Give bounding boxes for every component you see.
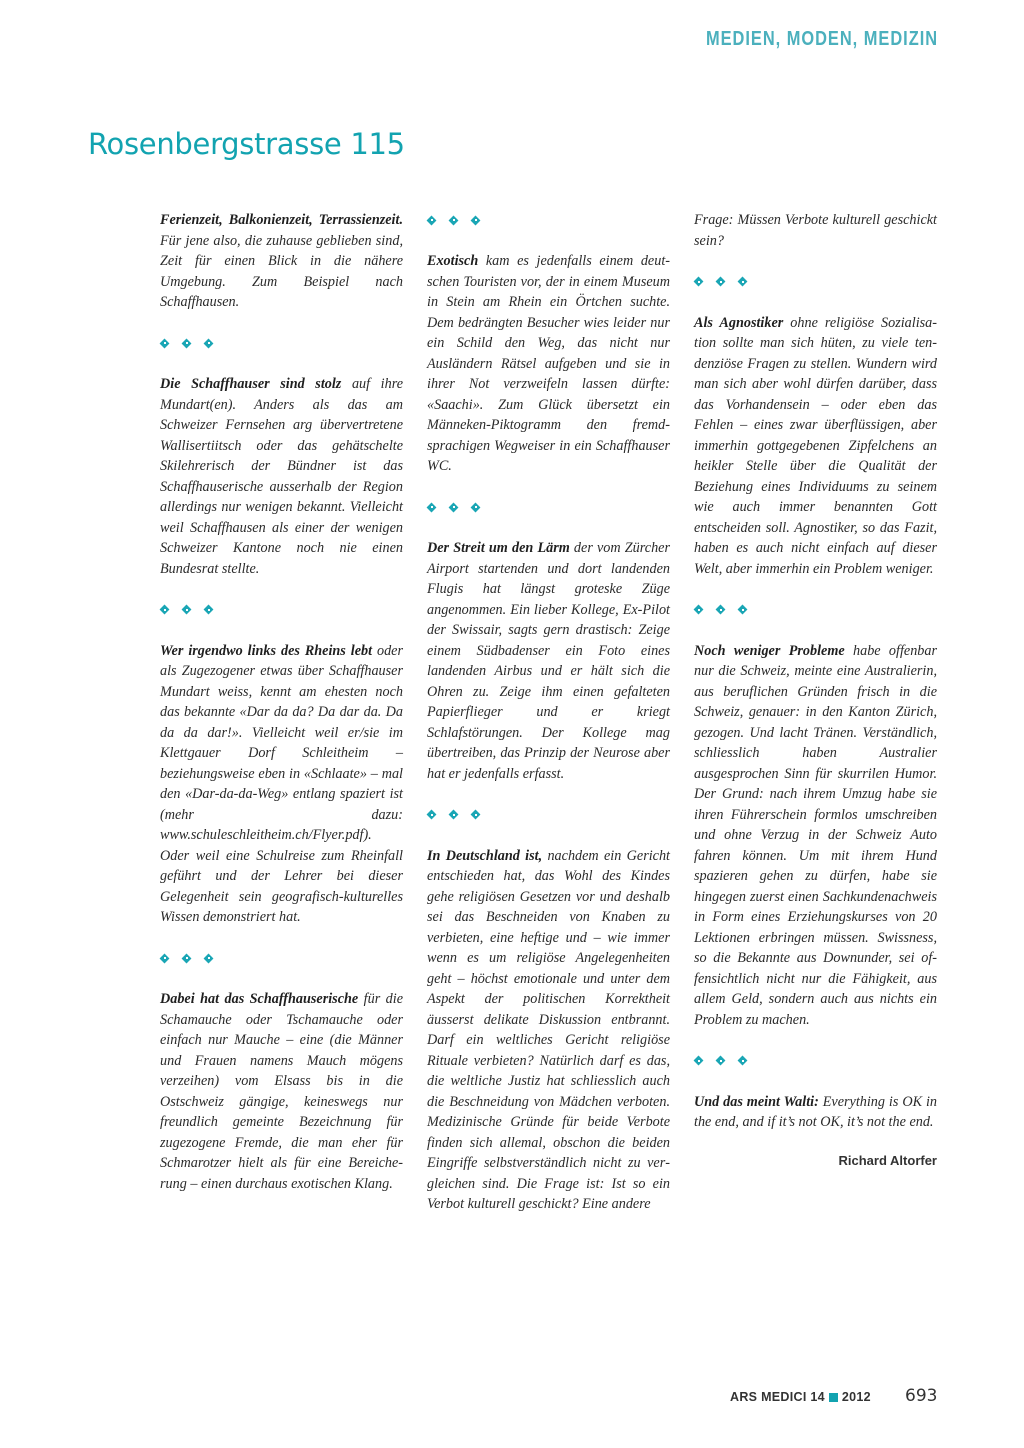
diamond-ornament-icon — [182, 605, 191, 614]
diamond-ornament-icon — [694, 605, 703, 614]
section-separator — [427, 497, 670, 518]
diamond-ornament-icon — [182, 954, 191, 963]
column-3 — [694, 210, 937, 1168]
paragraph-text: oder als Zugezogener etwas über Schaffhauser Mundart weiss, kennt am ehesten noch das bekannte «Dar da da? Da dar da. Da da da dar!». Vielleicht weil er/sie im Klettgauer Dorf Schleitheim – beziehungsweise eben in «Schlaate» – mal den «Dar-da-da-Weg» entlang spaziert ist (mehr dazu: www.schuleschleitheim.ch/Flyer.pdf). Oder weil eine Schulreise zum Rheinfall geführt und der Lehrer bei dieser Gelegenheit sein geografisch-kulturelles Wissen demonstriert hat. — [160, 642, 403, 925]
diamond-ornament-icon — [738, 277, 747, 286]
diamond-ornament-icon — [716, 1056, 725, 1065]
diamond-ornament-icon — [427, 810, 436, 819]
article-paragraph — [694, 313, 937, 580]
paragraph-text: ohne religiöse Sozialisation sollte man sich hüten, zu viele tendenziöse Fragen zu stellen. Wundern wird man sich aber wohl dürfen darüber, dass das Vorhandensein – oder eben das Fehlen – eines zwar überflüssigen, aber immerhin gottgegebenen Zipfelchens an heikler Stelle über die Qualität der Beziehung eines Individuums zu seinem wie auch immer benannten Gott entscheiden soll. Agnostiker, so das Fazit, haben es auch nicht einfach auf dieser Welt, aber immerhin ein Problem weniger. — [694, 314, 937, 577]
paragraph-lead: Ferienzeit, Balkonienzeit, Terrassienzeit. — [160, 212, 403, 228]
paragraph-text: nachdem ein Gericht entschieden hat, das Wohl des Kindes gehe religiösen Gesetzen vor und deshalb sei das Beschneiden von Knaben zu verbieten, eine heftige und – wie immer wenn es um religiöse Angelegenheiten geht – höchst emotionale und unter dem Aspekt der politischen Korrektheit äusserst delikate Diskussion entbrannt. Darf ein weltliches Gericht religiöse Rituale verbieten? Natürlich darf es das, die weltliche Justiz hat schliesslich auch die Beschneidung von Mädchen verboten. Medizinische Gründe für beide Verbote finden sich allemal, obschon die beiden Eingriffe selbstverständlich nicht zu vergleichen sind. Die Frage ist: Ist so ein Verbot kulturell geschickt? Eine andere — [427, 847, 670, 1212]
paragraph-lead: Wer irgendwo links des Rheins lebt — [160, 642, 373, 659]
diamond-ornament-icon — [449, 216, 458, 225]
paragraph-text: kam es jedenfalls einem deutschen Touristen vor, der in einem Museum in Stein am Rhein ein Örtchen suchte. Dem bedrängten Besucher wies leider nur ein Schild den Weg, das nicht nur Ausländern Rätsel aufgeben und sie in ihrer Not verzweifeln lassen dürfte: «Saachi». Zum Glück übersetzt ein Männeken-Piktogramm den fremdsprachigen Wegweiser in ein Schaffhauser WC. — [427, 253, 670, 474]
author-name: Richard Altorfer — [838, 1152, 937, 1168]
article-paragraph — [160, 641, 403, 928]
diamond-ornament-icon — [449, 503, 458, 512]
diamond-ornament-icon — [694, 277, 703, 286]
square-separator-icon — [829, 1393, 838, 1402]
diamond-ornament-icon — [204, 605, 213, 614]
section-separator — [427, 210, 670, 231]
page-number: 693 — [905, 1386, 938, 1406]
article-paragraph — [427, 251, 670, 477]
paragraph-lead: Der Streit um den Lärm — [427, 540, 570, 556]
diamond-ornament-icon — [716, 605, 725, 614]
diamond-ornament-icon — [160, 954, 169, 963]
journal-year: 2012 — [841, 1390, 871, 1404]
diamond-ornament-icon — [427, 503, 436, 512]
section-separator — [694, 600, 937, 621]
diamond-ornament-icon — [738, 605, 747, 614]
article-paragraph — [160, 989, 403, 1194]
article-paragraph — [694, 210, 937, 251]
section-separator — [694, 272, 937, 293]
diamond-ornament-icon — [204, 339, 213, 348]
paragraph-text: für die Schamauche oder Tschamauche oder einfach nur Mauche – eine (die Männer und Frauen namens Mauch mögens verzeihen) vom Elsass bis in die Ostschweiz gängige, keineswegs nur freundlich gemeinte Bezeichnung für zugezogene Fremde, die man eher für Schmarotzer hielt als für eine Bereicherung – einen durchaus exotischen Klang. — [160, 991, 403, 1192]
section-separator — [427, 805, 670, 826]
column-2 — [427, 210, 670, 1215]
section-label: MEDIEN, MODEN, MEDIZIN — [705, 28, 938, 50]
diamond-ornament-icon — [738, 1056, 747, 1065]
page-title: Rosenbergstrasse 115 — [88, 127, 405, 162]
paragraph-text: Für jene also, die zuhause geblieben sind, Zeit für einen Blick in die nähere Umgebung. Zum Beispiel nach Schaffhausen. — [160, 232, 403, 310]
footer-journal — [730, 1390, 871, 1404]
journal-name: ARS MEDICI 14 — [730, 1390, 825, 1404]
article-paragraph — [694, 1092, 937, 1133]
paragraph-lead: Die Schaffhauser sind stolz — [160, 376, 342, 392]
diamond-ornament-icon — [182, 339, 191, 348]
section-separator — [694, 1051, 937, 1072]
article-paragraph — [160, 374, 403, 579]
paragraph-lead: Noch weniger Probleme — [694, 642, 845, 659]
article-paragraph — [427, 538, 670, 784]
diamond-ornament-icon — [204, 954, 213, 963]
diamond-ornament-icon — [160, 339, 169, 348]
section-separator — [160, 600, 403, 621]
paragraph-text: auf ihre Mundart(en). Anders als das am Schweizer Fernsehen arg übervertretene Wallisertiitsch oder das gehätschelte Skilehrerisch der Bündner ist das Schaffhauserische ausserhalb der Region allerdings nur wenigen bekannt. Vielleicht weil Schaffhausen als einer der wenigen Schweizer Kantone noch nie einen Bundesrat stellte. — [160, 376, 403, 577]
paragraph-lead: Exotisch — [427, 253, 479, 269]
diamond-ornament-icon — [694, 1056, 703, 1065]
paragraph-text: habe offenbar nur die Schweiz, meinte eine Australierin, aus beruflichen Gründen frisch in die Schweiz, genauer: in den Kanton Zürich, gezogen. Und lacht Tränen. Verständlich, schliesslich haben Australier ausgesprochen Sinn für skurrilen Humor. Der Grund: nach ihrem Umzug habe sie ihren Führerschein formlos umschreiben und ohne Verzug in der Schweiz Auto fahren können. Um mit ihrem Hund spazieren gehen zu dürfen, habe sie hingegen zuerst einen Sachkundenachweis in Form eines Erziehungskurses von 20 Lektionen erbringen müssen. Swissness, so die Bekannte aus Downunder, sei offensichtlich nicht nur die Fähigkeit, aus allem Geld, sondern auch aus nichts ein Problem zu machen. — [694, 642, 938, 1028]
diamond-ornament-icon — [471, 810, 480, 819]
diamond-ornament-icon — [471, 503, 480, 512]
paragraph-text: Everything is OK in the end, and if it’s not OK, it’s not the end. — [694, 1093, 938, 1130]
section-separator — [160, 333, 403, 354]
article-paragraph — [694, 641, 937, 1031]
diamond-ornament-icon — [427, 216, 436, 225]
diamond-ornament-icon — [716, 277, 725, 286]
section-separator — [160, 948, 403, 969]
paragraph-lead: Als Agnostiker — [694, 314, 784, 331]
column-1 — [160, 210, 403, 1194]
diamond-ornament-icon — [449, 810, 458, 819]
diamond-ornament-icon — [160, 605, 169, 614]
paragraph-lead: Dabei hat das Schaffhauserische — [160, 991, 359, 1007]
article-paragraph — [427, 846, 670, 1215]
diamond-ornament-icon — [471, 216, 480, 225]
paragraph-lead: Und das meint Walti: — [694, 1093, 819, 1110]
paragraph-text: Frage: Müssen Verbote kulturell geschickt sein? — [694, 212, 937, 249]
paragraph-lead: In Deutschland ist, — [427, 847, 543, 864]
paragraph-text: der vom Zürcher Airport startenden und dort landenden Flugis hat längst groteske Züge angenommen. Ein lieber Kollege, Ex-Pilot der Swissair, sagts gern drastisch: Zeige einem Südbadenser ein Foto eines landenden Airbus und er hält sich die Ohren zu. Zeige ihm einen gefalteten Papierflieger und er kriegt Schlafstörungen. Der Kollege mag übertreiben, das Prinzip der Neurose aber hat er jedenfalls erfasst. — [427, 540, 670, 782]
article-paragraph — [160, 210, 403, 313]
